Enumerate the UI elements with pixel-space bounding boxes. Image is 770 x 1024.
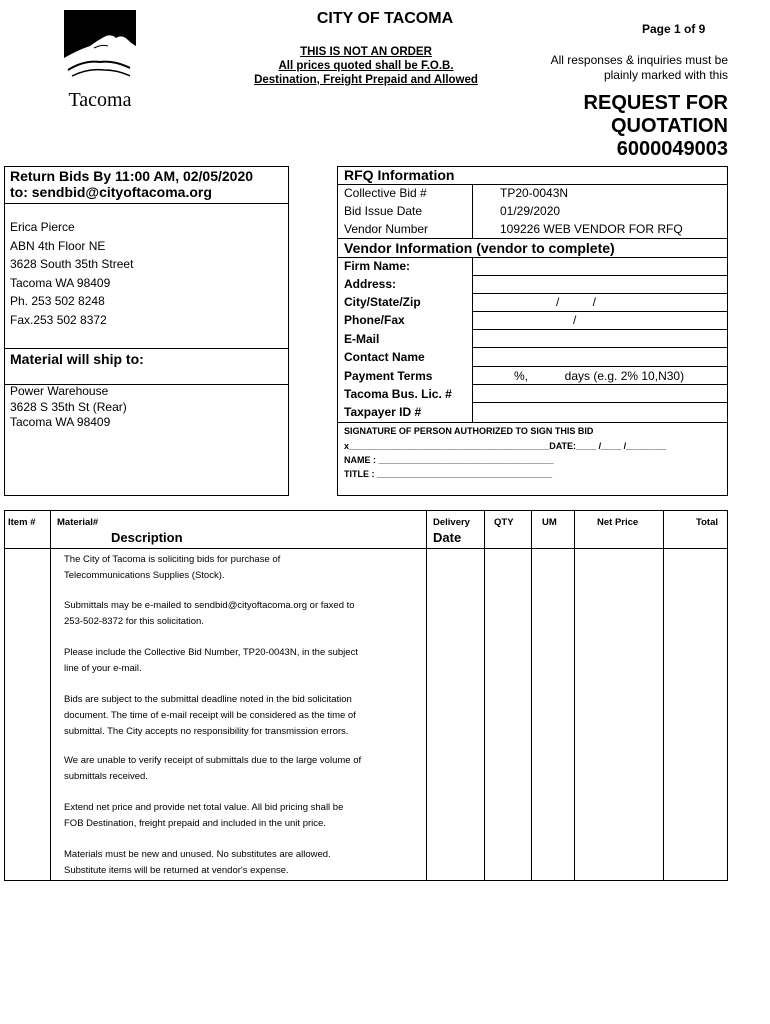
address-field[interactable] [474, 277, 726, 292]
signature-line[interactable]: x________________________________________DATE:____ /____ /________ [344, 441, 667, 451]
description-paragraph: Please include the Collective Bid Number, TP20-0043N, in the subject line of your e-mail. [64, 647, 358, 674]
um-header: UM [542, 517, 557, 528]
description-paragraph: Bids are subject to the submittal deadline noted in the bid solicitation document. The time of e-mail receipt will be considered as the time of submittal. The City accepts no responsibility for transmission errors. [64, 694, 356, 737]
return-bids-box [4, 166, 289, 496]
buyer-contact: Erica Pierce ABN 4th Floor NE 3628 South 35th Street Tacoma WA 98409 Ph. 253 502 8248 Fax.253 502 8372 [10, 220, 134, 327]
taxpayer-id-field[interactable] [474, 405, 726, 420]
rfq-value: TP20-0043N [500, 186, 569, 200]
rfq-value: 109226 WEB VENDOR FOR RFQ [500, 222, 683, 236]
vendor-info-heading: Vendor Information (vendor to complete) [344, 240, 615, 256]
item-number-header: Item # [8, 517, 36, 528]
city-title: CITY OF TACOMA [316, 10, 454, 27]
description-paragraph: Extend net price and provide net total value. All bid pricing shall be FOB Destination, freight prepaid and included in the unit price. [64, 802, 344, 829]
vendor-field-label: Phone/Fax [344, 313, 405, 327]
description-paragraph: Submittals may be e-mailed to sendbid@cityoftacoma.org or faxed to 253-502-8372 for this solicitation. [64, 600, 355, 627]
email-field[interactable] [474, 332, 726, 347]
net-price-header: Net Price [597, 517, 639, 528]
page-number: Page 1 of 9 [642, 22, 706, 36]
vendor-field-label: City/State/Zip [344, 295, 421, 309]
vendor-field-label: Tacoma Bus. Lic. # [344, 387, 452, 401]
vendor-field-label: Address: [344, 277, 397, 291]
not-an-order-notice: THIS IS NOT AN ORDER All prices quoted shall be F.O.B. Destination, Freight Prepaid and Allowed [254, 46, 478, 86]
contact-name-field[interactable] [474, 350, 726, 365]
qty-header: QTY [494, 517, 514, 528]
svg-text:Tacoma: Tacoma [68, 89, 132, 110]
vendor-field-label: Payment Terms [344, 369, 433, 383]
vendor-field-label: E-Mail [344, 332, 380, 346]
vendor-field-label: Contact Name [344, 350, 425, 364]
phone-fax-field[interactable]: / [573, 313, 577, 327]
rfq-value: 01/29/2020 [500, 204, 561, 218]
business-license-field[interactable] [474, 387, 726, 402]
payment-terms-field[interactable]: %, days (e.g. 2% 10,N30) [514, 369, 685, 383]
responses-notice: All responses & inquiries must be plainly marked with this [550, 53, 728, 82]
rfq-label: Bid Issue Date [344, 204, 423, 218]
description-paragraph: The City of Tacoma is soliciting bids for purchase of Telecommunications Supplies (Stock). [64, 554, 281, 581]
return-bids-heading: Return Bids By 11:00 AM, 02/05/2020 to: sendbid@cityoftacoma.org [10, 168, 254, 200]
city-state-zip-field[interactable]: / / [556, 295, 597, 309]
description-header: Description [111, 530, 183, 545]
vendor-field-label: Firm Name: [344, 259, 411, 273]
material-header: Material# [57, 517, 99, 528]
delivery-header: Delivery [433, 517, 470, 528]
rfq-info-heading: RFQ Information [344, 167, 455, 183]
rfq-title: REQUEST FOR QUOTATION 6000049003 [583, 92, 728, 160]
total-header: Total [696, 517, 718, 528]
vendor-field-label: Taxpayer ID # [344, 405, 422, 419]
firm-name-field[interactable] [474, 259, 726, 274]
ship-to-address: Power Warehouse 3628 S 35th St (Rear) Tacoma WA 98409 [10, 384, 127, 429]
description-paragraph: We are unable to verify receipt of submittals due to the large volume of submittals received. [64, 755, 362, 782]
rfq-label: Collective Bid # [344, 186, 427, 200]
description-paragraph: Materials must be new and unused. No substitutes are allowed. Substitute items will be returned at vendor's expense. [64, 849, 331, 876]
ship-to-heading: Material will ship to: [10, 351, 144, 367]
date-header: Date [433, 530, 462, 545]
title-line[interactable]: TITLE : ___________________________________ [344, 469, 553, 479]
name-line[interactable]: NAME : ___________________________________ [344, 455, 554, 465]
signature-heading: SIGNATURE OF PERSON AUTHORIZED TO SIGN THIS BID [344, 426, 594, 436]
rfq-label: Vendor Number [344, 222, 429, 236]
